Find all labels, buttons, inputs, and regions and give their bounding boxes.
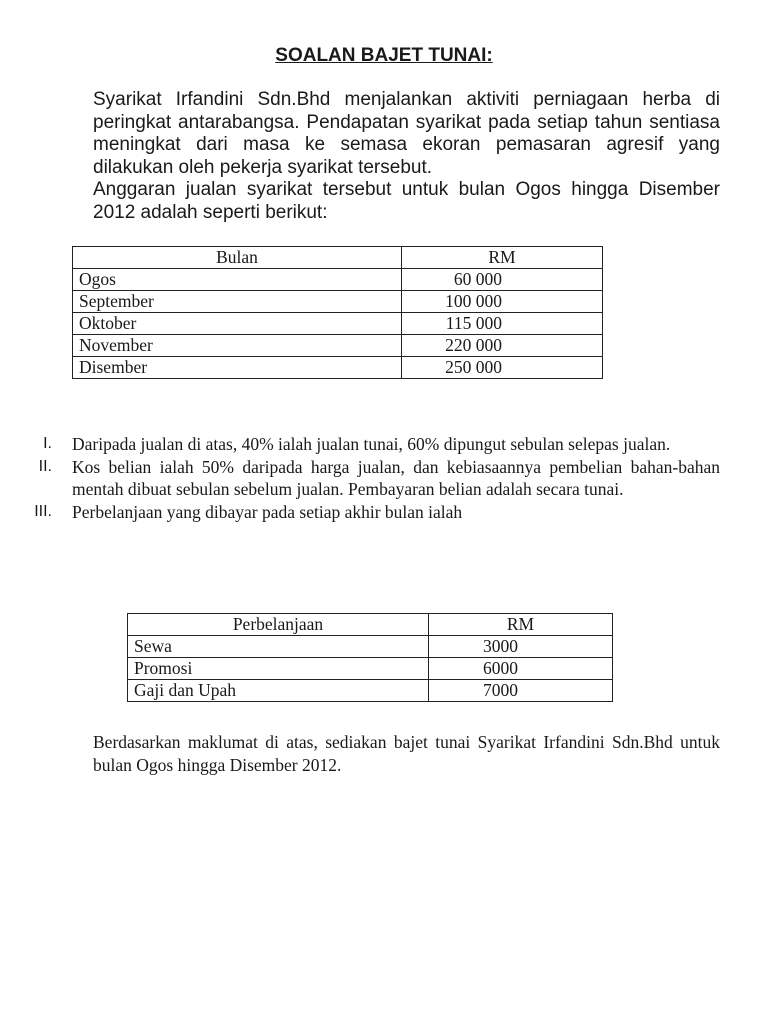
list-text: Daripada jualan di atas, 40% ialah jualan tunai, 60% dipungut sebulan selepas jualan. bbox=[72, 434, 671, 454]
month-cell: Disember bbox=[73, 357, 402, 379]
intro-text bbox=[93, 89, 720, 224]
table-row bbox=[128, 658, 613, 680]
table-row bbox=[73, 313, 603, 335]
table-header-row bbox=[73, 247, 603, 269]
header-rm: RM bbox=[402, 247, 603, 269]
intro-paragraph-1: Syarikat Irfandini Sdn.Bhd menjalankan aktiviti perniagaan herba di peringkat antarabangsa. Pendapatan syarikat pada setiap tahun sentiasa meningkat dari masa ke semasa ekoran pemasaran agresif yang dilakukan oleh pekerja syarikat tersebut. bbox=[93, 89, 720, 178]
sales-table bbox=[72, 246, 603, 379]
expense-table bbox=[127, 613, 613, 702]
header-bulan: Bulan bbox=[73, 247, 402, 269]
table-row bbox=[73, 269, 603, 291]
amount-cell: 60 000 bbox=[402, 269, 603, 291]
list-text: Perbelanjaan yang dibayar pada setiap akhir bulan ialah bbox=[72, 501, 463, 522]
amount-cell: 6000 bbox=[429, 658, 613, 680]
table-row bbox=[73, 357, 603, 379]
list-number: I. bbox=[43, 435, 52, 452]
amount-cell: 220 000 bbox=[402, 335, 603, 357]
amount-cell: 250 000 bbox=[402, 357, 603, 379]
list-item bbox=[0, 501, 768, 524]
list-number: III. bbox=[34, 502, 52, 520]
expense-cell: Promosi bbox=[128, 658, 429, 680]
month-cell: September bbox=[73, 291, 402, 313]
page-title: SOALAN BAJET TUNAI: bbox=[275, 45, 493, 66]
table-row bbox=[73, 335, 603, 357]
month-cell: Ogos bbox=[73, 269, 402, 291]
list-item bbox=[0, 456, 768, 501]
table-header-row bbox=[128, 614, 613, 636]
table-row bbox=[73, 291, 603, 313]
month-cell: November bbox=[73, 335, 402, 357]
header-rm: RM bbox=[429, 614, 613, 636]
amount-cell: 7000 bbox=[429, 680, 613, 702]
month-cell: Oktober bbox=[73, 313, 402, 335]
numbered-list bbox=[0, 433, 768, 523]
table-row bbox=[128, 680, 613, 702]
expense-cell: Gaji dan Upah bbox=[128, 680, 429, 702]
list-text: Kos belian ialah 50% daripada harga jualan, dan kebiasaannya pembelian bahan-bahan mentah dibuat sebulan sebelum jualan. Pembayaran belian adalah secara tunai. bbox=[72, 456, 720, 499]
intro-paragraph-2: Anggaran jualan syarikat tersebut untuk bulan Ogos hingga Disember 2012 adalah seperti berikut: bbox=[93, 179, 720, 223]
list-number: II. bbox=[38, 457, 52, 475]
amount-cell: 115 000 bbox=[402, 313, 603, 335]
amount-cell: 3000 bbox=[429, 636, 613, 658]
closing-instruction: Berdasarkan maklumat di atas, sediakan bajet tunai Syarikat Irfandini Sdn.Bhd untuk bulan Ogos hingga Disember 2012. bbox=[93, 732, 720, 775]
expense-cell: Sewa bbox=[128, 636, 429, 658]
table-row bbox=[128, 636, 613, 658]
amount-cell: 100 000 bbox=[402, 291, 603, 313]
header-perbelanjaan: Perbelanjaan bbox=[128, 614, 429, 636]
list-item bbox=[0, 433, 768, 456]
